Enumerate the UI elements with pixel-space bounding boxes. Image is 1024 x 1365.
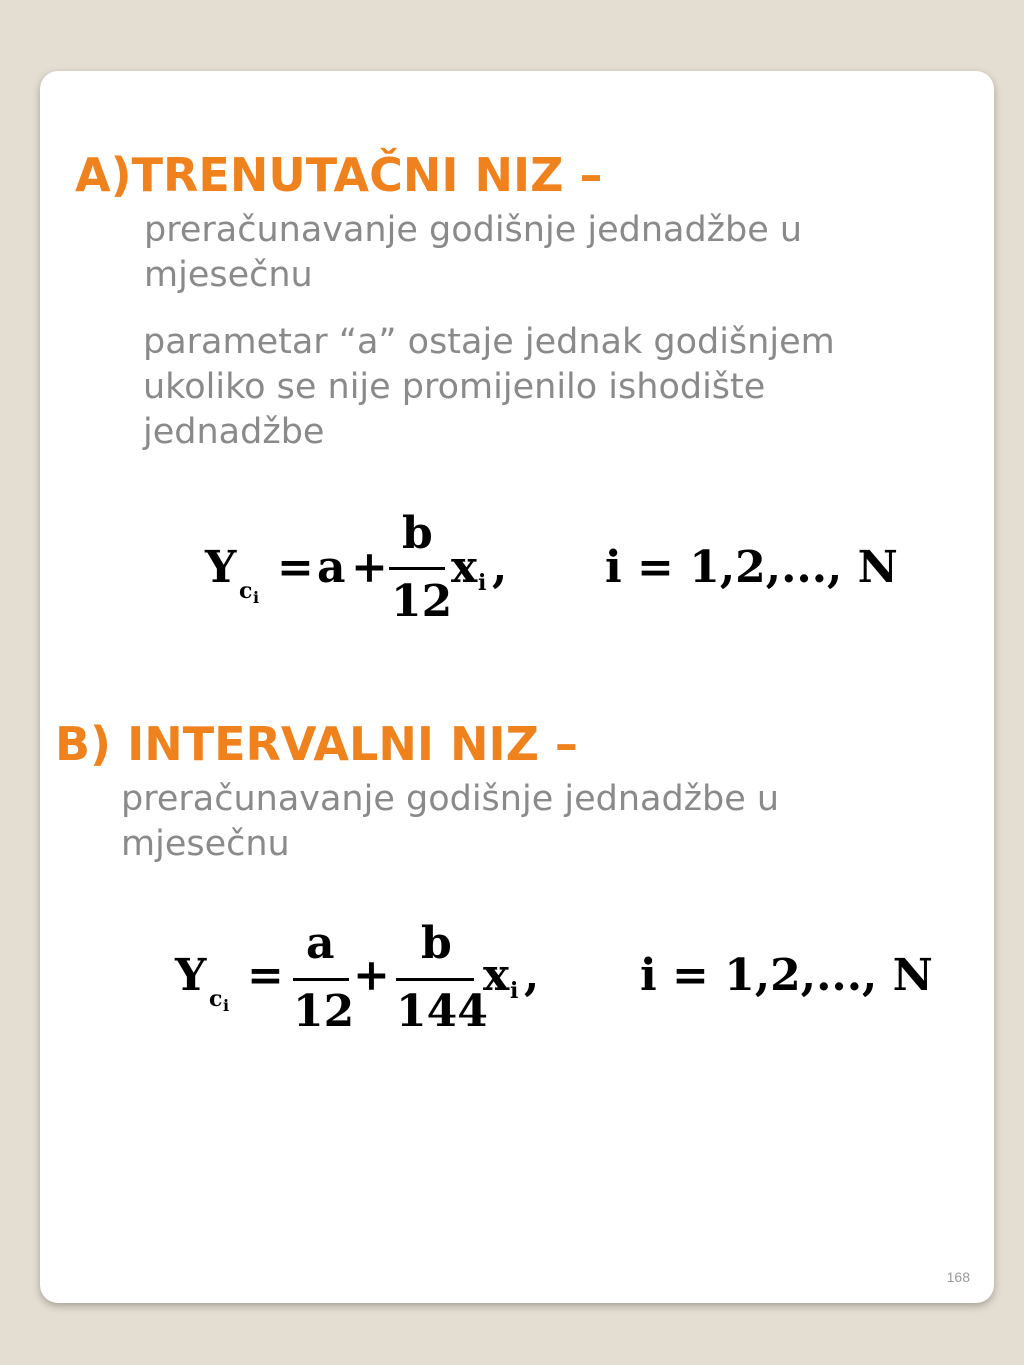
formula-denominator-12: 12	[293, 986, 355, 1037]
formula-interval	[175, 918, 933, 1037]
section-a-description: preračunavanje godišnje jednadžbe u mjesečnu	[144, 210, 803, 295]
formula-denominator-144: 144	[396, 986, 488, 1037]
formula-numerator-b: b	[421, 918, 452, 969]
section-a-heading: A)TRENUTAČNI NIZ –	[75, 148, 603, 202]
formula-term-a: a	[317, 542, 346, 593]
formula-x: x	[483, 950, 510, 1001]
fraction-bar-b	[396, 978, 474, 981]
section-b-description: preračunavanje godišnje jednadžbe u mjesečnu	[121, 779, 780, 864]
formula-equals: =	[277, 542, 314, 593]
fraction-bar	[389, 567, 445, 570]
formula-y: Y	[175, 950, 207, 1001]
formula-numerator-a: a	[306, 918, 335, 969]
formula-y-subscript: c	[239, 578, 253, 604]
section-a-note: parametar “a” ostaje jednak godišnjem ukoliko se nije promijenilo ishodište jednadžbe	[143, 322, 835, 452]
formula-y: Y	[205, 542, 237, 593]
formula-y-subsubscript: i	[223, 996, 230, 1015]
fraction-bar-a	[293, 978, 349, 981]
formula-x: x	[451, 542, 478, 593]
section-b-heading: B) INTERVALNI NIZ –	[55, 717, 578, 771]
formula-instantaneous	[205, 508, 898, 627]
formula-y-subscript: c	[209, 986, 223, 1012]
formula-x-subscript: i	[478, 570, 487, 596]
formula-equals: =	[247, 950, 284, 1001]
formula-range: i = 1,2,..., N	[605, 542, 898, 593]
formula-range: i = 1,2,..., N	[640, 950, 933, 1001]
formula-y-subsubscript: i	[253, 588, 260, 607]
formula-denominator: 12	[391, 576, 453, 627]
formula-comma: ,	[492, 542, 508, 593]
page-number: 168	[946, 1269, 970, 1285]
formula-numerator: b	[402, 508, 433, 559]
formula-plus: +	[353, 950, 390, 1001]
formula-x-subscript: i	[510, 978, 519, 1004]
formula-comma: ,	[524, 950, 540, 1001]
formula-plus: +	[351, 542, 388, 593]
